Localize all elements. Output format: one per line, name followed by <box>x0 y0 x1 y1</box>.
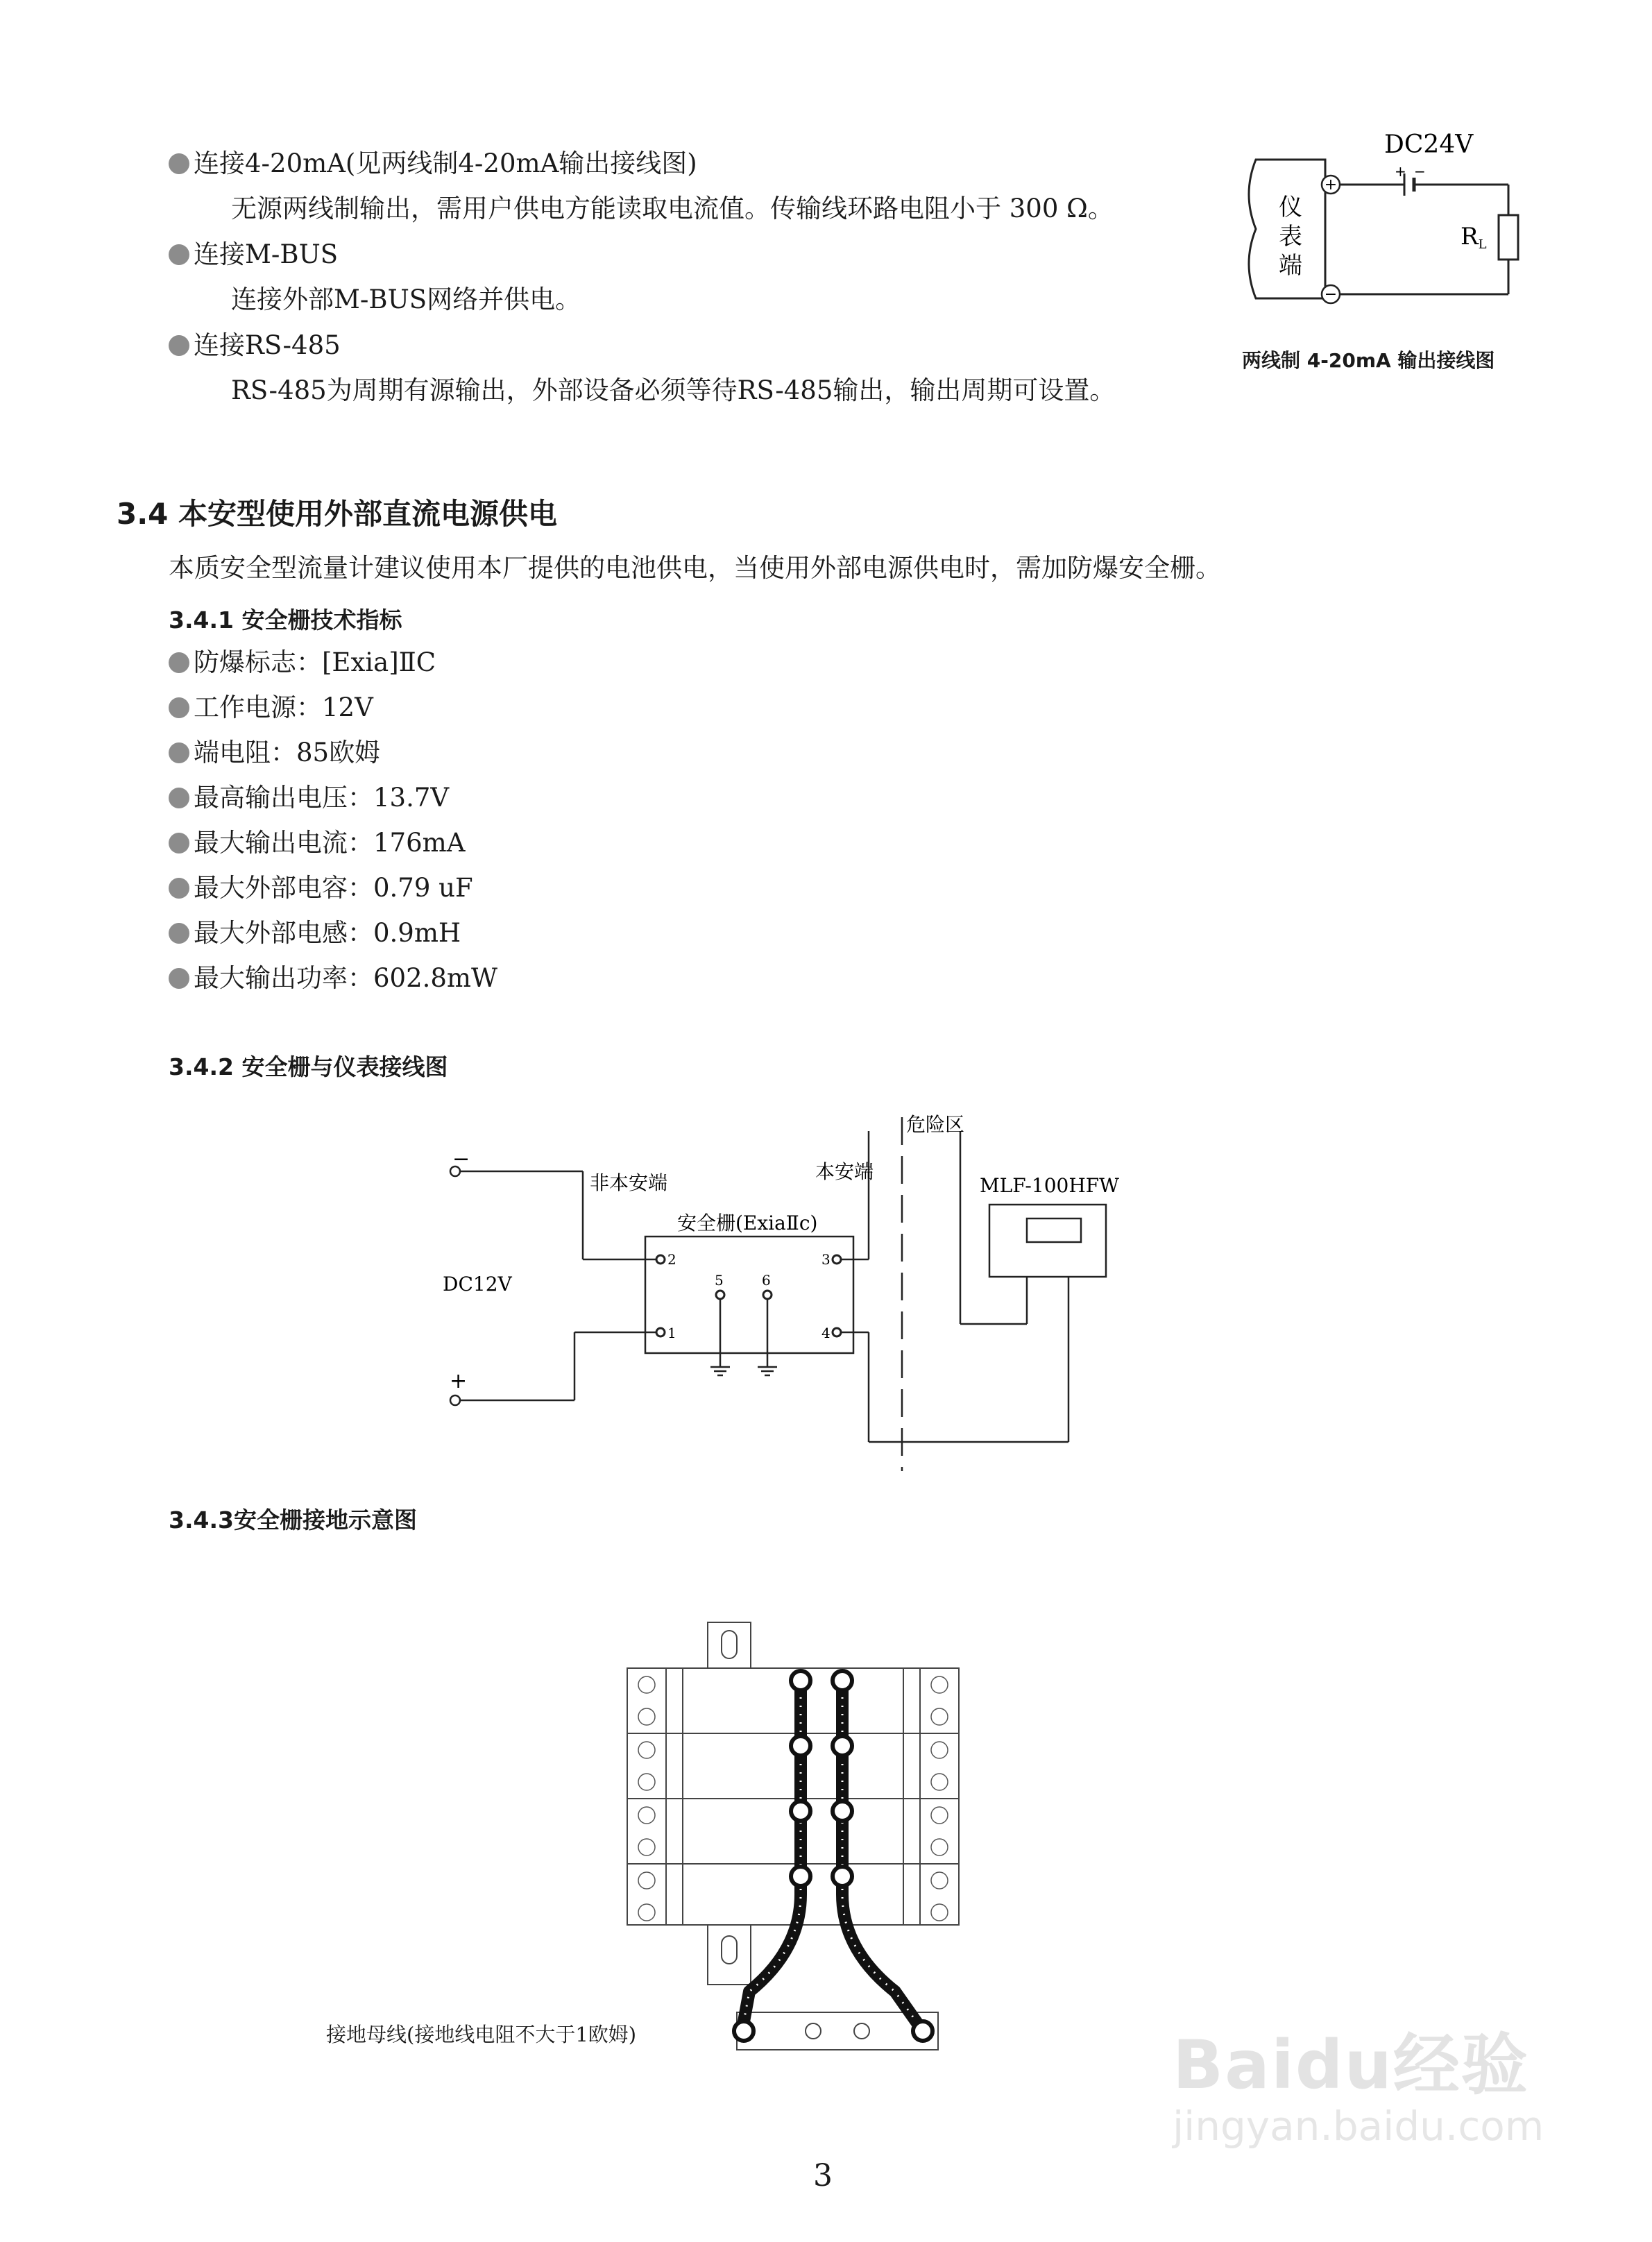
watermark-url: jingyan.baidu.com <box>1173 2103 1544 2150</box>
non-safe-label: 非本安端 <box>590 1171 668 1194</box>
connection-mbus-desc: 连接外部M-BUS网络并供电。 <box>231 285 581 314</box>
terminal-2-label: 2 <box>667 1251 676 1268</box>
spec-heading: 3.4.1 安全栅技术指标 <box>169 606 402 634</box>
bullet-icon <box>169 153 189 174</box>
bullet-icon <box>169 968 189 989</box>
spec-item: 端电阻：85欧姆 <box>169 738 380 768</box>
page-number: 3 <box>813 2158 833 2193</box>
terminal-2-icon <box>656 1255 665 1264</box>
slot-bottom-icon <box>722 1936 737 1964</box>
dc-plus-sign: + <box>450 1369 468 1393</box>
spec-item: 工作电源：12V <box>169 693 373 723</box>
bullet-icon <box>169 335 189 356</box>
bullet-icon <box>169 878 189 899</box>
bullet-icon <box>169 833 189 854</box>
barrier-rail <box>627 1668 959 1925</box>
dc12v-label: DC12V <box>443 1273 512 1296</box>
bullet-icon <box>169 697 189 718</box>
connection-4-20ma-desc: 无源两线制输出，需用户供电方能读取电流值。传输线环路电阻小于 300 Ω。 <box>231 194 1114 223</box>
wiring-heading: 3.4.2 安全栅与仪表接线图 <box>169 1053 448 1080</box>
terminal-5-label: 5 <box>715 1272 724 1289</box>
connection-mbus-title: 连接M-BUS <box>169 239 338 270</box>
grounding-diagram <box>611 1603 971 2061</box>
bus-hole-icon <box>854 2023 869 2039</box>
spec-item: 最大输出功率：602.8mW <box>169 963 497 994</box>
ground-bus-label: 接地母线(接地线电阻不大于1欧姆) <box>326 2023 637 2046</box>
bullet-icon <box>169 923 189 944</box>
plus-terminal-sign: + <box>1324 176 1338 194</box>
bullet-icon <box>169 244 189 265</box>
two-wire-diagram <box>1235 125 1540 375</box>
section-intro: 本质安全型流量计建议使用本厂提供的电池供电，当使用外部电源供电时，需加防爆安全栅。 <box>169 553 1221 583</box>
battery-plus: + <box>1395 163 1406 180</box>
meter-label: MLF-100HFW <box>980 1174 1119 1197</box>
meter-display <box>1027 1218 1081 1242</box>
bullet-icon <box>169 742 189 763</box>
minus-terminal-sign: − <box>1324 286 1338 303</box>
connection-4-20ma-title: 连接4-20mA(见两线制4-20mA输出接线图) <box>169 148 697 179</box>
meter-box <box>989 1205 1106 1277</box>
two-wire-caption: 两线制 4-20mA 输出接线图 <box>1242 349 1495 372</box>
spec-item: 防爆标志：[Exia]ⅡC <box>169 647 436 678</box>
instrument-label-1: 仪 <box>1279 194 1302 221</box>
battery-minus: − <box>1414 163 1426 180</box>
spec-item: 最大外部电感：0.9mH <box>169 918 461 949</box>
bullet-icon <box>169 788 189 808</box>
terminal-1-label: 1 <box>667 1325 676 1341</box>
barrier-label: 安全栅(ExiaⅡc) <box>677 1212 818 1234</box>
grounding-heading: 3.4.3安全栅接地示意图 <box>169 1506 417 1534</box>
section-title: 3.4 本安型使用外部直流电源供电 <box>117 497 558 531</box>
barrier-wiring-diagram <box>416 1103 1180 1478</box>
instrument-label-2: 表 <box>1279 223 1302 250</box>
instrument-label-3: 端 <box>1279 252 1302 280</box>
connection-rs485-desc: RS-485为周期有源输出，外部设备必须等待RS-485输出，输出周期可设置。 <box>231 375 1116 405</box>
spec-item: 最高输出电压：13.7V <box>169 783 449 813</box>
dc24v-label: DC24V <box>1384 130 1474 159</box>
terminal-3-label: 3 <box>821 1251 831 1268</box>
terminal-4-label: 4 <box>821 1325 831 1341</box>
bus-hole-icon <box>806 2023 821 2039</box>
watermark-brand: Baidu经验 <box>1173 2026 1529 2104</box>
spec-item: 最大输出电流：176mA <box>169 828 465 858</box>
terminal-4-icon <box>833 1328 841 1336</box>
terminal-1-icon <box>656 1328 665 1336</box>
safe-label: 本安端 <box>815 1160 874 1183</box>
bullet-icon <box>169 652 189 673</box>
slot-top-icon <box>722 1631 737 1658</box>
terminal-5-icon <box>716 1291 724 1299</box>
terminal-6-label: 6 <box>762 1272 771 1289</box>
resistor-icon <box>1499 215 1518 260</box>
spec-item: 最大外部电容：0.79 uF <box>169 873 473 903</box>
connection-rs485-title: 连接RS-485 <box>169 330 341 361</box>
resistor-label: RL <box>1461 223 1487 252</box>
terminal-6-icon <box>763 1291 772 1299</box>
dc-minus-sign: − <box>452 1147 470 1171</box>
terminal-3-icon <box>833 1255 841 1264</box>
hazard-label: 危险区 <box>906 1113 965 1136</box>
